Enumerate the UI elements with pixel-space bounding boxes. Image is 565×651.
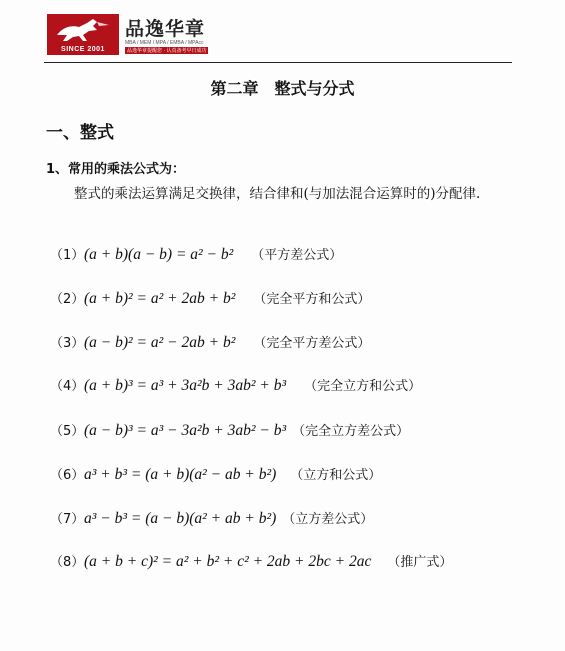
- formula-expression: (a + b)³ = a³ + 3a²b + 3ab² + b³: [84, 377, 287, 394]
- formula-4: [50, 375, 421, 399]
- formula-7: [50, 508, 373, 532]
- formula-number: （2）: [50, 292, 85, 307]
- formula-number: （6）: [50, 468, 85, 483]
- chapter-number: 第二章: [210, 79, 259, 98]
- formula-2: [50, 288, 370, 312]
- formula-6: [50, 464, 381, 488]
- formula-note: （立方和公式）: [290, 468, 382, 483]
- chapter-heading: [0, 76, 565, 99]
- formula-number: （8）: [50, 555, 85, 570]
- formula-1: [50, 244, 342, 268]
- logo-since: SINCE 2001: [61, 46, 105, 53]
- formula-expression: a³ + b³ = (a + b)(a² − ab + b²): [84, 466, 277, 483]
- formula-expression: (a − b)² = a² − 2ab + b²: [84, 334, 236, 351]
- formula-note: （完全立方差公式）: [292, 424, 410, 439]
- formula-expression: a³ − b³ = (a − b)(a² + ab + b²): [84, 510, 277, 527]
- header-rule: [44, 62, 512, 63]
- formula-note: （平方差公式）: [251, 248, 343, 263]
- formula-expression: (a + b + c)² = a² + b² + c² + 2ab + 2bc + 2ac: [84, 553, 372, 570]
- formula-number: （4）: [50, 379, 85, 394]
- formula-number: （7）: [50, 512, 85, 527]
- section-heading: 一、整式: [46, 123, 114, 143]
- formula-note: （完全立方和公式）: [304, 379, 422, 394]
- logo-slogan: 品逸华章提醒您 · 认真备考早日成功: [127, 48, 207, 54]
- logo: [47, 14, 222, 56]
- formula-8: [50, 551, 452, 575]
- formula-note: （完全平方和公式）: [253, 292, 371, 307]
- formula-expression: (a + b)² = a² + 2ab + b²: [84, 290, 236, 307]
- formula-note: （推广式）: [387, 555, 453, 570]
- logo-brand: 品逸华章: [125, 18, 206, 40]
- subsection-heading: 1、常用的乘法公式为：: [46, 162, 186, 177]
- formula-5: [50, 420, 409, 444]
- formula-number: （3）: [50, 336, 85, 351]
- chapter-title: 整式与分式: [274, 79, 355, 98]
- logo-emblem: [47, 14, 119, 55]
- logo-programs: MBA / MEM / MPA / EMBA / MPAcc: [125, 40, 204, 46]
- formula-note: （完全平方差公式）: [253, 336, 371, 351]
- formula-expression: (a − b)³ = a³ − 3a²b + 3ab² − b³: [84, 422, 287, 439]
- formula-number: （5）: [50, 424, 85, 439]
- horse-icon: [53, 17, 113, 43]
- formula-number: （1）: [50, 248, 85, 263]
- formula-expression: (a + b)(a − b) = a² − b²: [84, 246, 234, 263]
- formula-3: [50, 332, 370, 356]
- formula-note: （立方差公式）: [282, 512, 374, 527]
- body-paragraph: 整式的乘法运算满足交换律，结合律和(与加法混合运算时的)分配律.: [74, 186, 481, 202]
